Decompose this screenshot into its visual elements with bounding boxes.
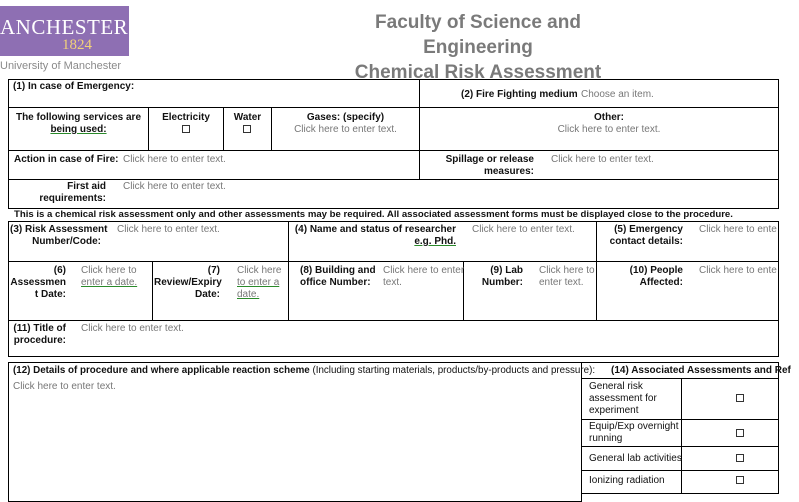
people-affected-label: (10) People Affected:: [629, 265, 683, 288]
risk-assessment-input[interactable]: Click here to enter text.: [117, 224, 220, 235]
other-label: Other:: [594, 112, 624, 123]
procedure-details-input[interactable]: Click here to enter text.: [13, 381, 116, 392]
ionizing-checkbox[interactable]: [736, 476, 744, 484]
gases-label: Gases: (specify): [306, 112, 385, 123]
university-logo: [0, 6, 129, 56]
risk-assessment-label: (3) Risk Assessment Number/Code:: [10, 224, 108, 247]
assessment-notice: This is a chemical risk assessment only and other assessments may be required. All associated assessment forms must be displayed close to the procedure.: [14, 209, 733, 220]
procedure-title-input[interactable]: Click here to enter text.: [81, 323, 184, 334]
lab-activities-checkbox[interactable]: [736, 454, 744, 462]
spillage-input[interactable]: Click here to enter text.: [551, 154, 654, 165]
logo-text: ANCHESTER: [0, 15, 129, 39]
assoc-label-lab-activities: General lab activities: [589, 453, 682, 464]
university-name: University of Manchester: [0, 60, 122, 72]
fire-action-label: Action in case of Fire:: [14, 154, 119, 165]
assoc-check-cell-ionizing: [681, 470, 779, 494]
first-aid-input[interactable]: Click here to enter text.: [123, 181, 226, 192]
gases-input[interactable]: Click here to enter text.: [294, 124, 397, 135]
fire-fighting-select[interactable]: Choose an item.: [581, 89, 654, 100]
assoc-label-ionizing: Ionizing radiation: [589, 475, 665, 486]
assoc-check-cell-lab-activities: [681, 446, 779, 471]
building-input[interactable]: Click here to enter text.: [383, 265, 465, 288]
assessment-date-label: (6) Assessmen t Date:: [10, 265, 66, 300]
emergency-contact-input[interactable]: Click here to ente: [699, 224, 777, 235]
assessment-date-input[interactable]: Click here to enter a date.: [81, 265, 138, 288]
assoc-check-cell-overnight: [681, 419, 779, 447]
page-title: Faculty of Science and Engineering Chemical Risk Assessment: [354, 12, 602, 83]
emergency-label: (1) In case of Emergency:: [13, 81, 135, 92]
other-input[interactable]: Click here to enter text.: [557, 124, 661, 135]
logo-year: 1824: [62, 37, 92, 53]
first-aid-label: First aid requirements:: [39, 181, 106, 204]
researcher-input[interactable]: Click here to enter text.: [472, 224, 575, 235]
water-label: Water: [233, 112, 262, 123]
fire-action-input[interactable]: Click here to enter text.: [123, 154, 226, 165]
procedure-title-label: (11) Title of procedure:: [13, 323, 66, 346]
electricity-checkbox[interactable]: [182, 125, 190, 133]
assoc-check-cell-general-risk: [681, 378, 779, 420]
assoc-label-general-risk: General risk assessment for experiment: [589, 381, 657, 416]
overnight-checkbox[interactable]: [736, 429, 744, 437]
electricity-label: Electricity: [162, 112, 210, 123]
building-label: (8) Building and office Number:: [300, 265, 376, 288]
people-affected-input[interactable]: Click here to ente: [699, 265, 777, 276]
water-checkbox[interactable]: [243, 125, 251, 133]
spillage-label: Spillage or release measures:: [445, 154, 534, 177]
fire-fighting-label: (2) Fire Fighting medium: [461, 89, 578, 100]
associated-assessments-label: (14) Associated Assessments and Ref: [611, 365, 791, 376]
review-date-input[interactable]: Click here to enter a date.: [237, 265, 282, 300]
services-label: The following services are being used:: [15, 112, 142, 135]
procedure-details-label: (12) Details of procedure and where applicable reaction scheme (Including starting materials, products/by-products and pressure):: [13, 365, 596, 376]
emergency-contact-label: (5) Emergency contact details:: [609, 224, 683, 247]
assoc-label-overnight: Equip/Exp overnight running: [589, 421, 679, 444]
lab-number-input[interactable]: Click here to enter text.: [539, 265, 595, 288]
lab-number-label: (9) Lab Number:: [481, 265, 523, 288]
general-risk-checkbox[interactable]: [736, 394, 744, 402]
researcher-label: (4) Name and status of researcher e.g. Phd.: [294, 224, 456, 247]
review-date-label: (7) Review/Expiry Date:: [154, 265, 222, 300]
